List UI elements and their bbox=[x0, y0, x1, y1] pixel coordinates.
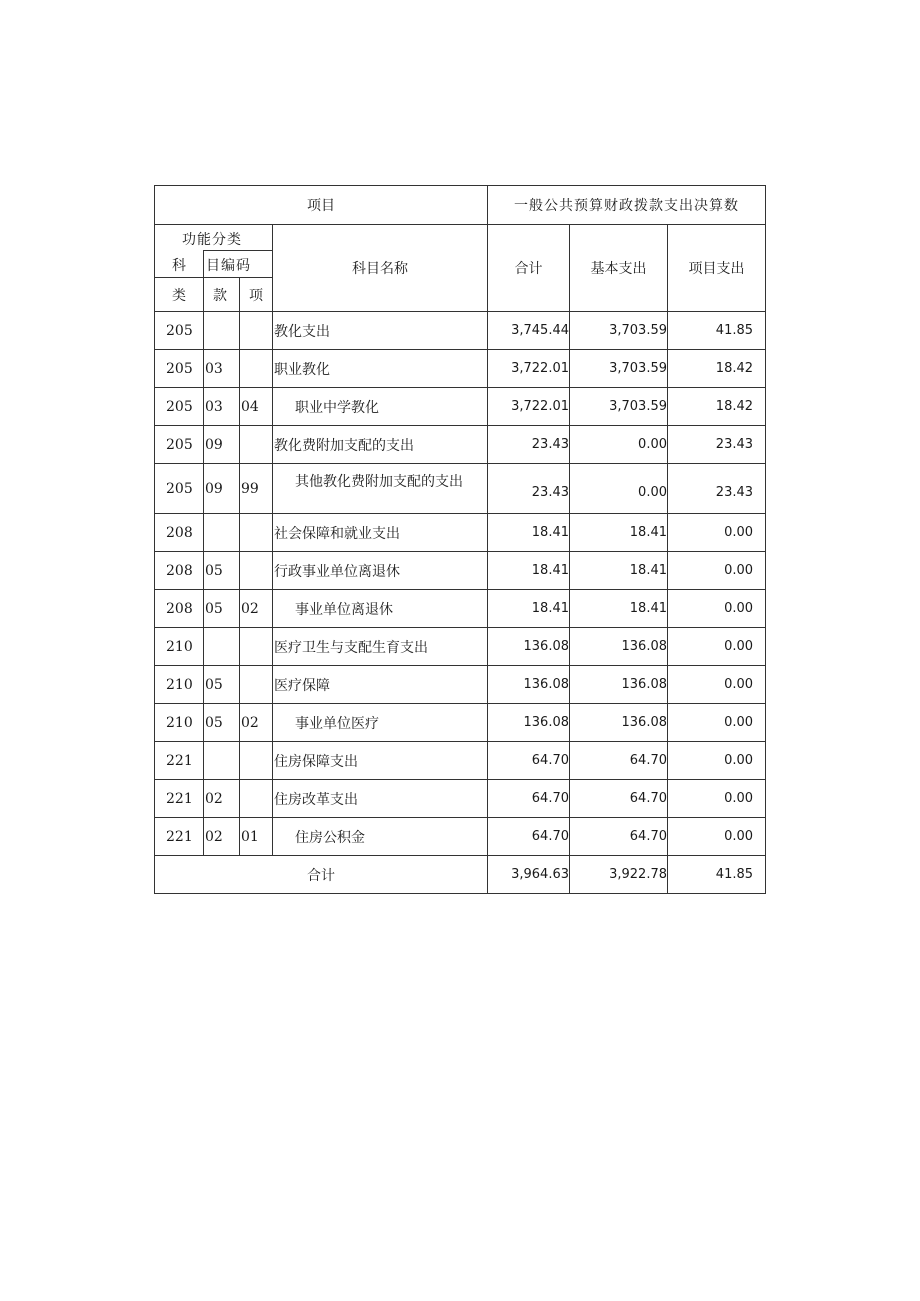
budget-table bbox=[154, 185, 766, 894]
item-code-cell bbox=[240, 514, 273, 552]
subject-name-cell: 住房保障支出 bbox=[273, 742, 488, 780]
total-cell: 23.43 bbox=[488, 426, 570, 464]
project-expense-cell: 0.00 bbox=[668, 590, 766, 628]
project-expense-cell: 0.00 bbox=[668, 666, 766, 704]
table-row bbox=[155, 552, 766, 590]
class-code-cell: 205 bbox=[155, 350, 204, 388]
basic-expense-cell: 3,703.59 bbox=[570, 388, 668, 426]
project-expense-cell: 0.00 bbox=[668, 704, 766, 742]
total-cell: 136.08 bbox=[488, 666, 570, 704]
section-code-cell: 05 bbox=[204, 552, 240, 590]
table-row bbox=[155, 350, 766, 388]
subject-name-cell: 教化费附加支配的支出 bbox=[273, 426, 488, 464]
class-code-cell: 208 bbox=[155, 590, 204, 628]
basic-expense-cell: 136.08 bbox=[570, 704, 668, 742]
total-cell: 18.41 bbox=[488, 514, 570, 552]
item-code-cell: 99 bbox=[240, 464, 273, 514]
total-header: 合计 bbox=[488, 225, 570, 312]
total-cell: 136.08 bbox=[488, 628, 570, 666]
class-code-cell: 221 bbox=[155, 780, 204, 818]
item-code-cell bbox=[240, 780, 273, 818]
subject-name-header: 科目名称 bbox=[273, 225, 488, 312]
total-cell: 64.70 bbox=[488, 818, 570, 856]
total-cell: 64.70 bbox=[488, 742, 570, 780]
class-code-cell: 208 bbox=[155, 514, 204, 552]
table-row bbox=[155, 666, 766, 704]
class-code-cell: 205 bbox=[155, 388, 204, 426]
section-code-cell bbox=[204, 628, 240, 666]
table-row bbox=[155, 312, 766, 350]
subject-name-cell: 住房改革支出 bbox=[273, 780, 488, 818]
basic-expense-cell: 18.41 bbox=[570, 514, 668, 552]
total-cell: 18.41 bbox=[488, 590, 570, 628]
basic-expense-cell: 136.08 bbox=[570, 666, 668, 704]
subject-name-cell: 行政事业单位离退休 bbox=[273, 552, 488, 590]
section-code-cell: 09 bbox=[204, 464, 240, 514]
header-row-2 bbox=[155, 225, 766, 312]
total-cell: 3,722.01 bbox=[488, 388, 570, 426]
subject-name-cell: 其他教化费附加支配的支出 bbox=[273, 464, 488, 514]
project-expense-cell: 0.00 bbox=[668, 552, 766, 590]
kuan-label: 款 bbox=[213, 287, 227, 304]
subject-name-cell: 医疗保障 bbox=[273, 666, 488, 704]
class-code-cell: 221 bbox=[155, 742, 204, 780]
function-code-header bbox=[155, 225, 273, 312]
header-divider bbox=[239, 277, 240, 311]
basic-expense-cell: 64.70 bbox=[570, 780, 668, 818]
total-row-label: 合计 bbox=[155, 856, 488, 894]
basic-expense-cell: 0.00 bbox=[570, 464, 668, 514]
item-code-cell: 02 bbox=[240, 704, 273, 742]
class-code-cell: 221 bbox=[155, 818, 204, 856]
subject-name-cell: 住房公积金 bbox=[273, 818, 488, 856]
subject-name-cell: 医疗卫生与支配生育支出 bbox=[273, 628, 488, 666]
project-expense-cell: 23.43 bbox=[668, 464, 766, 514]
header-row-1 bbox=[155, 186, 766, 225]
item-code-cell bbox=[240, 350, 273, 388]
table-row bbox=[155, 780, 766, 818]
total-cell: 18.41 bbox=[488, 552, 570, 590]
section-code-cell: 05 bbox=[204, 590, 240, 628]
item-code-cell bbox=[240, 426, 273, 464]
class-code-cell: 205 bbox=[155, 312, 204, 350]
section-code-cell bbox=[204, 312, 240, 350]
project-expense-cell: 0.00 bbox=[668, 818, 766, 856]
basic-expense-cell: 3,703.59 bbox=[570, 312, 668, 350]
xiang-label: 项 bbox=[249, 287, 263, 304]
item-code-cell: 04 bbox=[240, 388, 273, 426]
class-code-cell: 210 bbox=[155, 704, 204, 742]
item-code-cell bbox=[240, 666, 273, 704]
project-expense-cell: 23.43 bbox=[668, 426, 766, 464]
project-expense-cell: 18.42 bbox=[668, 350, 766, 388]
table-row bbox=[155, 388, 766, 426]
grand-total-cell: 3,964.63 bbox=[488, 856, 570, 894]
basic-expense-cell: 136.08 bbox=[570, 628, 668, 666]
header-divider bbox=[203, 250, 273, 251]
project-expense-cell: 41.85 bbox=[668, 312, 766, 350]
class-code-cell: 205 bbox=[155, 426, 204, 464]
project-expense-cell: 0.00 bbox=[668, 742, 766, 780]
header-divider bbox=[155, 277, 273, 278]
basic-expense-cell: 3,703.59 bbox=[570, 350, 668, 388]
section-code-cell: 05 bbox=[204, 704, 240, 742]
budget-title-header: 一般公共预算财政拨款支出决算数 bbox=[488, 186, 766, 225]
subject-label-b: 目编码 bbox=[206, 257, 251, 274]
table-row bbox=[155, 628, 766, 666]
section-code-cell bbox=[204, 514, 240, 552]
table-row bbox=[155, 426, 766, 464]
lei-label: 类 bbox=[172, 287, 186, 304]
class-code-cell: 208 bbox=[155, 552, 204, 590]
table-row bbox=[155, 704, 766, 742]
total-cell: 136.08 bbox=[488, 704, 570, 742]
table-row bbox=[155, 818, 766, 856]
table-row bbox=[155, 514, 766, 552]
subject-name-cell: 事业单位医疗 bbox=[273, 704, 488, 742]
subject-name-cell: 社会保障和就业支出 bbox=[273, 514, 488, 552]
basic-expense-header: 基本支出 bbox=[570, 225, 668, 312]
basic-expense-cell: 64.70 bbox=[570, 742, 668, 780]
item-code-cell bbox=[240, 312, 273, 350]
section-code-cell: 05 bbox=[204, 666, 240, 704]
section-code-cell: 03 bbox=[204, 388, 240, 426]
basic-expense-cell: 18.41 bbox=[570, 590, 668, 628]
total-cell: 3,722.01 bbox=[488, 350, 570, 388]
item-code-cell bbox=[240, 552, 273, 590]
table-row bbox=[155, 590, 766, 628]
section-code-cell: 09 bbox=[204, 426, 240, 464]
section-code-cell: 02 bbox=[204, 780, 240, 818]
grand-project-cell: 41.85 bbox=[668, 856, 766, 894]
total-cell: 3,745.44 bbox=[488, 312, 570, 350]
grand-basic-cell: 3,922.78 bbox=[570, 856, 668, 894]
total-cell: 23.43 bbox=[488, 464, 570, 514]
subject-name-cell: 教化支出 bbox=[273, 312, 488, 350]
function-class-label: 功能分类 bbox=[182, 231, 242, 248]
item-code-cell bbox=[240, 742, 273, 780]
subject-label-a: 科 bbox=[172, 257, 186, 274]
section-code-cell: 03 bbox=[204, 350, 240, 388]
class-code-cell: 210 bbox=[155, 666, 204, 704]
project-expense-cell: 18.42 bbox=[668, 388, 766, 426]
project-header: 项目 bbox=[155, 186, 488, 225]
class-code-cell: 210 bbox=[155, 628, 204, 666]
class-code-cell: 205 bbox=[155, 464, 204, 514]
basic-expense-cell: 0.00 bbox=[570, 426, 668, 464]
item-code-cell bbox=[240, 628, 273, 666]
subject-name-cell: 事业单位离退休 bbox=[273, 590, 488, 628]
item-code-cell: 01 bbox=[240, 818, 273, 856]
project-expense-header: 项目支出 bbox=[668, 225, 766, 312]
total-row bbox=[155, 856, 766, 894]
header-divider bbox=[203, 250, 204, 311]
item-code-cell: 02 bbox=[240, 590, 273, 628]
project-expense-cell: 0.00 bbox=[668, 780, 766, 818]
table-row bbox=[155, 464, 766, 514]
subject-name-cell: 职业中学教化 bbox=[273, 388, 488, 426]
total-cell: 64.70 bbox=[488, 780, 570, 818]
subject-name-cell: 职业教化 bbox=[273, 350, 488, 388]
table-row bbox=[155, 742, 766, 780]
section-code-cell: 02 bbox=[204, 818, 240, 856]
basic-expense-cell: 64.70 bbox=[570, 818, 668, 856]
project-expense-cell: 0.00 bbox=[668, 628, 766, 666]
basic-expense-cell: 18.41 bbox=[570, 552, 668, 590]
section-code-cell bbox=[204, 742, 240, 780]
project-expense-cell: 0.00 bbox=[668, 514, 766, 552]
